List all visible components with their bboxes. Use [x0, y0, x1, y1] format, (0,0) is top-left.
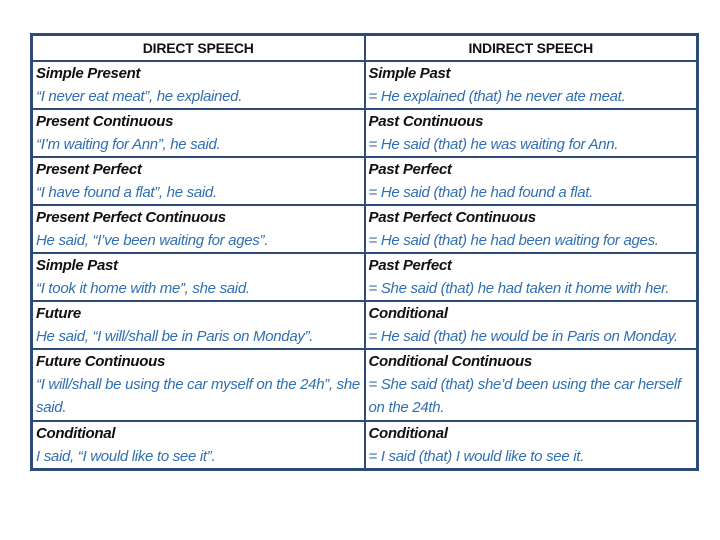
direct-cell	[32, 349, 365, 421]
indirect-example: = He said (that) he was waiting for Ann.	[368, 136, 619, 153]
indirect-cell	[365, 61, 698, 109]
direct-example: “I took it home with me”, she said.	[36, 280, 250, 297]
direct-tense: Present Perfect	[36, 161, 142, 178]
direct-example: He said, “I’ve been waiting for ages”.	[36, 232, 269, 249]
indirect-speech-header: INDIRECT SPEECH	[365, 35, 698, 62]
direct-tense: Present Perfect Continuous	[36, 209, 226, 226]
table-row	[32, 253, 698, 301]
indirect-tense: Past Perfect	[368, 257, 452, 274]
indirect-example: = He said (that) he had found a flat.	[368, 184, 593, 201]
indirect-cell	[365, 349, 698, 421]
table-row	[32, 421, 698, 470]
direct-example: “I never eat meat”, he explained.	[36, 88, 243, 105]
direct-example: He said, “I will/shall be in Paris on Monday”.	[36, 328, 314, 345]
indirect-example: = She said (that) he had taken it home with her.	[368, 280, 670, 297]
indirect-tense: Conditional	[368, 425, 448, 442]
direct-cell	[32, 109, 365, 157]
direct-example: “I have found a flat”, he said.	[36, 184, 217, 201]
indirect-example: = She said (that) she’d been using the car herself on the 24th.	[368, 376, 681, 416]
indirect-tense: Simple Past	[368, 65, 451, 82]
table-row	[32, 109, 698, 157]
direct-tense: Future Continuous	[36, 353, 166, 370]
indirect-example: = He said (that) he would be in Paris on Monday.	[368, 328, 678, 345]
direct-example: I said, “I would like to see it”.	[36, 448, 216, 465]
table-row	[32, 205, 698, 253]
indirect-example: = I said (that) I would like to see it.	[368, 448, 584, 465]
indirect-tense: Conditional	[368, 305, 448, 322]
indirect-cell	[365, 109, 698, 157]
indirect-tense: Past Perfect	[368, 161, 452, 178]
direct-speech-header: DIRECT SPEECH	[32, 35, 365, 62]
direct-cell	[32, 157, 365, 205]
indirect-example: = He said (that) he had been waiting for ages.	[368, 232, 659, 249]
direct-cell	[32, 205, 365, 253]
indirect-cell	[365, 253, 698, 301]
header-row	[32, 35, 698, 62]
table-row	[32, 157, 698, 205]
table-row	[32, 301, 698, 349]
indirect-cell	[365, 205, 698, 253]
indirect-tense: Past Continuous	[368, 113, 484, 130]
indirect-cell	[365, 157, 698, 205]
direct-cell	[32, 253, 365, 301]
indirect-tense: Conditional Continuous	[368, 353, 532, 370]
indirect-cell	[365, 421, 698, 470]
direct-tense: Future	[36, 305, 81, 322]
direct-cell	[32, 301, 365, 349]
table-row	[32, 61, 698, 109]
direct-example: “I will/shall be using the car myself on the 24h”, she said.	[36, 376, 360, 416]
direct-tense: Present Continuous	[36, 113, 174, 130]
direct-cell	[32, 421, 365, 470]
table-row	[32, 349, 698, 421]
indirect-tense: Past Perfect Continuous	[368, 209, 536, 226]
indirect-cell	[365, 301, 698, 349]
indirect-example: = He explained (that) he never ate meat.	[368, 88, 626, 105]
direct-cell	[32, 61, 365, 109]
direct-example: “I’m waiting for Ann”, he said.	[36, 136, 221, 153]
direct-tense: Simple Past	[36, 257, 118, 274]
speech-table	[30, 33, 699, 471]
direct-tense: Simple Present	[36, 65, 141, 82]
direct-tense: Conditional	[36, 425, 116, 442]
